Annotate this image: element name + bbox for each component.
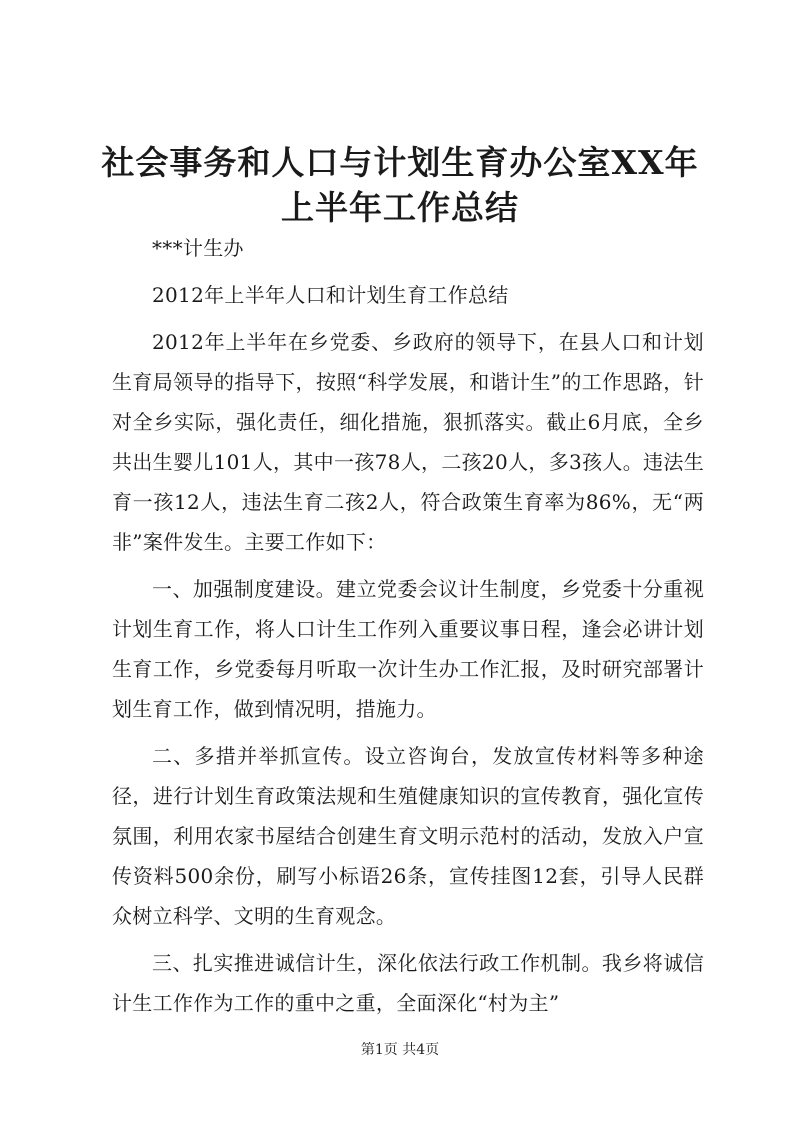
paragraph-item-2: 二、多措并举抓宣传。设立咨询台，发放宣传材料等多种途径，进行计划生育政策法规和生殖健康知识的宣传教育，强化宣传氛围，利用农家书屋结合创建生育文明示范村的活动，发放入户宣传资料500余份，刷写小标语26条，宣传挂图12套，引导人民群众树立科学、文明的生育观念。 — [112, 744, 704, 928]
paragraph-office-name: ***计生办 — [152, 236, 244, 260]
page-footer: 第1页 共4页 — [360, 1042, 440, 1058]
paragraph-subtitle: 2012年上半年人口和计划生育工作总结 — [152, 283, 509, 307]
paragraph-overview: 2012年上半年在乡党委、乡政府的领导下，在县人口和计划生育局领导的指导下，按照“科学发展，和谐计生”的工作思路，针对全乡实际，强化责任，细化措施，狠抓落实。截止6月底，全乡共出生婴儿101人，其中一孩78人，二孩20人，多3孩人。违法生育一孩12人，违法生育二孩2人，符合政策生育率为86%，无“两非”案件发生。主要工作如下： — [112, 330, 704, 554]
document-title: 社会事务和人口与计划生育办公室XX年上半年工作总结 — [101, 143, 699, 227]
document-body — [112, 228, 704, 1030]
paragraph-item-3: 三、扎实推进诚信计生，深化依法行政工作机制。我乡将诚信计生工作作为工作的重中之重，全面深化“村为主” — [112, 951, 704, 1015]
paragraph-item-1: 一、加强制度建设。建立党委会议计生制度，乡党委十分重视计划生育工作，将人口计生工作列入重要议事日程，逢会必讲计划生育工作，乡党委每月听取一次计生办工作汇报，及时研究部署计划生育工作，做到情况明，措施力。 — [112, 577, 704, 721]
